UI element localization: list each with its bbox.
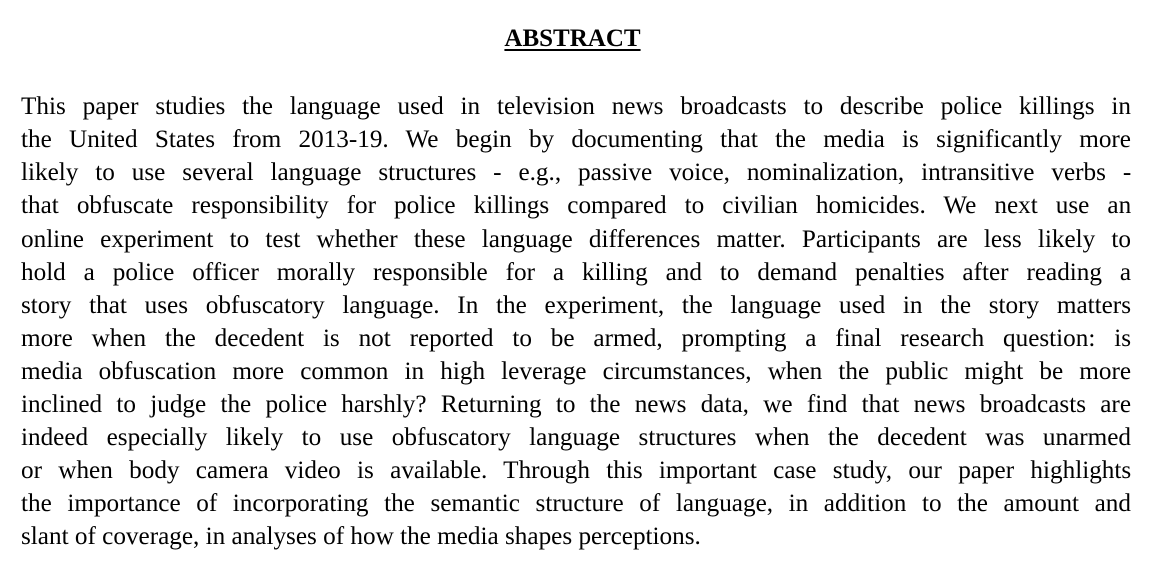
abstract-line: media obfuscation more common in high leverage circumstances, when the public might be more xyxy=(21,358,1132,385)
abstract-line: that obfuscate responsibility for police killings compared to civilian homicides. We next use an xyxy=(21,192,1132,219)
abstract-line: likely to use several language structures - e.g., passive voice, nominalization, intransitive verbs - xyxy=(21,159,1132,186)
abstract-line: slant of coverage, in analyses of how the media shapes perceptions. xyxy=(21,523,701,550)
abstract-line: more when the decedent is not reported to be armed, prompting a final research question: is xyxy=(21,325,1131,352)
abstract-line: or when body camera video is available. Through this important case study, our paper highlights xyxy=(21,457,1132,484)
abstract-line: story that uses obfuscatory language. In the experiment, the language used in the story matters xyxy=(21,292,1131,319)
abstract-line: inclined to judge the police harshly? Returning to the news data, we find that news broadcasts are xyxy=(21,391,1131,418)
abstract-line: indeed especially likely to use obfuscatory language structures when the decedent was unarmed xyxy=(21,424,1131,451)
abstract-line: the United States from 2013-19. We begin by documenting that the media is significantly more xyxy=(21,126,1131,153)
abstract-line: hold a police officer morally responsible for a killing and to demand penalties after reading a xyxy=(21,259,1132,286)
abstract-line: online experiment to test whether these language differences matter. Participants are less likely to xyxy=(21,226,1131,253)
abstract-heading: ABSTRACT xyxy=(504,25,641,52)
abstract-line: This paper studies the language used in television news broadcasts to describe police killings in xyxy=(21,93,1131,120)
abstract-line: the importance of incorporating the semantic structure of language, in addition to the amount and xyxy=(21,490,1131,517)
